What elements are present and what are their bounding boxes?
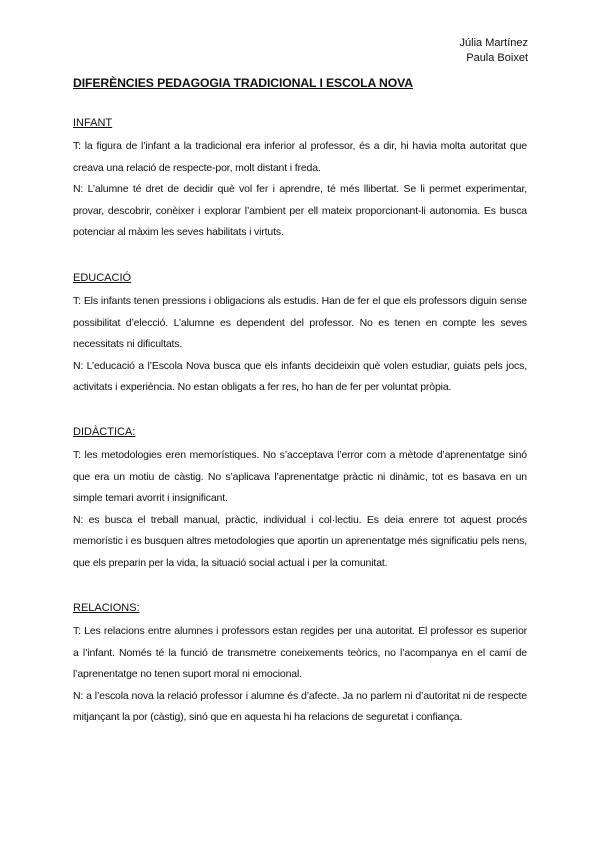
section-relacions	[73, 599, 527, 729]
author-name: Paula Boixet	[466, 52, 528, 64]
paragraph-new-school: N: L’educació a l’Escola Nova busca que els infants decideixin què volen estudiar, guiats pels jocs, activitats i experiència. No estan obligats a fer res, ho han de fer per voluntat pròpia.	[73, 359, 527, 393]
paragraph-new-school: N: a l’escola nova la relació professor i alumne és d’afecte. Ja no parlem ni d’autoritat ni de respecte mitjançant la por (càstig), sinó que en aquesta hi ha relacions de seguretat i confiança.	[73, 689, 527, 723]
document-title: DIFERÈNCIES PEDAGOGIA TRADICIONAL I ESCOLA NOVA	[73, 76, 413, 90]
section-heading: INFANT	[73, 117, 113, 129]
paragraph-traditional: T: la figura de l’infant a la tradicional era inferior al professor, és a dir, hi havia molta autoritat que creava una relació de respecte-por, molt distant i freda.	[73, 140, 527, 174]
paragraph-new-school: N: es busca el treball manual, pràctic, individual i col·lectiu. Es deia enrere tot aquest procés memorístic i es busquen altres metodologies que aportin un aprenentatge més significatiu pels nens, que els preparin per la vida, la situació social actual i per la comunitat.	[73, 513, 527, 569]
section-heading: EDUCACIÓ	[73, 272, 132, 284]
section-infant	[73, 114, 527, 244]
paragraph-traditional: T: Les relacions entre alumnes i professors estan regides per una autoritat. El professor es superior a l’infant. Només té la funció de transmetre coneixements teòrics, no l’acompanya en el camí de l’aprenentatge no tenen suport moral ni emocional.	[73, 625, 527, 680]
author-name: Júlia Martínez	[459, 37, 528, 49]
paragraph-traditional: T: Els infants tenen pressions i obligacions als estudis. Han de fer el que els professors diguin sense possibilitat d’elecció. L’alumne es dependent del professor. No es tenen en compte les seves necessitats ni dificultats.	[73, 295, 527, 350]
paragraph-new-school: N: L’alumne té dret de decidir què vol fer i aprendre, té més llibertat. Se li permet experimentar, provar, descobrir, conèixer i explorar l’ambient per ell mateix proporcionant-li autonomia. Es busca potenciar al màxim les seves habilitats i virtuts.	[73, 183, 527, 238]
section-didactica	[73, 423, 527, 574]
paragraph-traditional: T: les metodologies eren memorístiques. No s’acceptava l’error com a mètode d’aprenentatge sinó que era un motiu de càstig. No s’aplicava l’aprenentatge pràctic ni dinàmic, tot es basava en un simple temari avorrit i insignificant.	[73, 449, 527, 504]
section-educacio	[73, 269, 527, 399]
section-heading: DIDÀCTICA:	[73, 426, 136, 438]
authors-block	[460, 36, 528, 66]
section-heading: RELACIONS:	[73, 602, 140, 614]
